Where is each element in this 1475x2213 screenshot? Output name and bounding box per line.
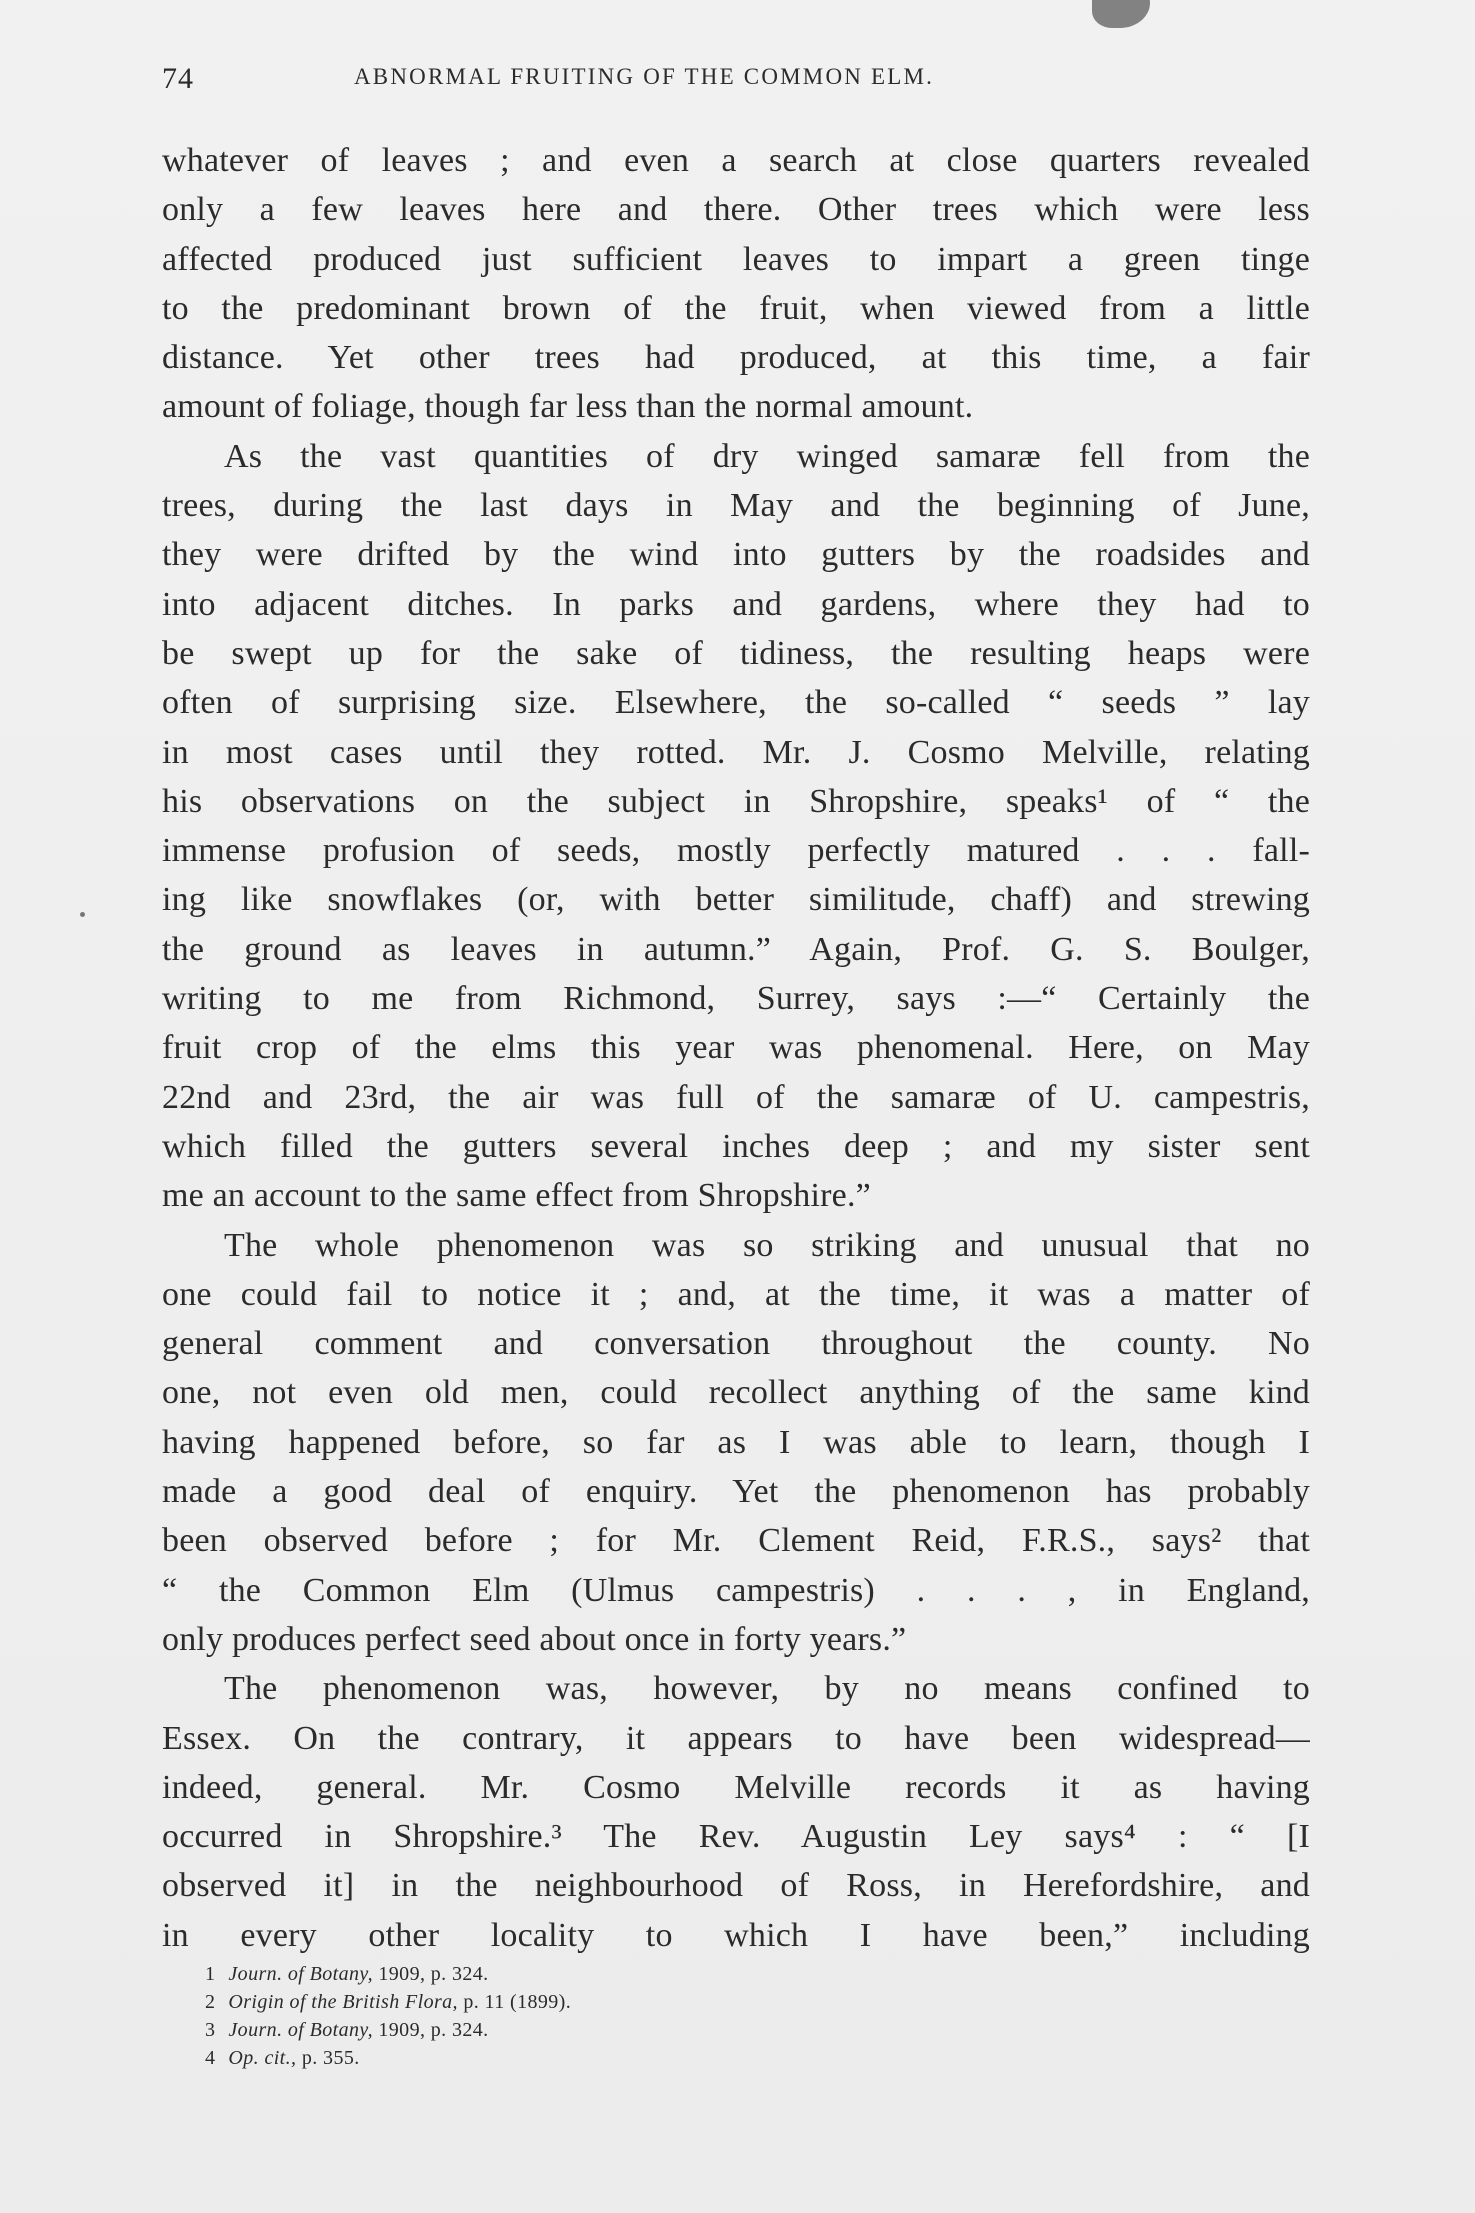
text-line: made a good deal of enquiry. Yet the phenomenon has probably xyxy=(162,1473,1310,1511)
footnote-number: 4 xyxy=(205,2047,216,2069)
footnote xyxy=(205,2016,1105,2044)
text-line: be swept up for the sake of tidiness, the resulting heaps were xyxy=(162,634,1310,672)
body-text xyxy=(162,136,1310,1960)
text-line: observed it] in the neighbourhood of Ross, in Herefordshire, and xyxy=(162,1867,1310,1905)
footnote xyxy=(205,2044,1105,2072)
text-line: 22nd and 23rd, the air was full of the samaræ of U. campestris, xyxy=(162,1078,1310,1116)
text-line: As the vast quantities of dry winged samaræ fell from the xyxy=(224,437,1310,475)
text-line: The phenomenon was, however, by no means confined to xyxy=(224,1670,1310,1708)
text-line: only produces perfect seed about once in forty years.” xyxy=(162,1620,907,1658)
text-line: trees, during the last days in May and the beginning of June, xyxy=(162,487,1310,525)
text-line: fruit crop of the elms this year was phenomenal. Here, on May xyxy=(162,1029,1310,1067)
text-line: distance. Yet other trees had produced, at this time, a fair xyxy=(162,339,1310,377)
text-line: they were drifted by the wind into gutters by the roadsides and xyxy=(162,536,1310,574)
text-line: been observed before ; for Mr. Clement Reid, F.R.S., says² that xyxy=(162,1522,1310,1560)
page-number: 74 xyxy=(162,62,194,95)
text-line: writing to me from Richmond, Surrey, says :—“ Certainly the xyxy=(162,980,1310,1018)
footnote-source: Journ. of Botany, xyxy=(228,1963,373,1985)
text-line: ing like snowflakes (or, with better similitude, chaff) and strewing xyxy=(162,881,1310,919)
footnote-number: 3 xyxy=(205,2019,216,2041)
text-line: into adjacent ditches. In parks and gardens, where they had to xyxy=(162,585,1310,623)
footnote-source: Op. cit., xyxy=(228,2047,297,2069)
paper-speck xyxy=(80,912,85,917)
text-line: the ground as leaves in autumn.” Again, Prof. G. S. Boulger, xyxy=(162,930,1310,968)
text-line: Essex. On the contrary, it appears to have been widespread— xyxy=(162,1719,1310,1757)
text-line: which filled the gutters several inches deep ; and my sister sent xyxy=(162,1127,1310,1165)
text-line: me an account to the same effect from Shropshire.” xyxy=(162,1177,871,1215)
text-line: amount of foliage, though far less than the normal amount. xyxy=(162,388,974,426)
page-header xyxy=(162,58,1312,108)
text-line: in every other locality to which I have been,” including xyxy=(162,1916,1310,1954)
footnote-citation: 1909, p. 324. xyxy=(372,1963,489,1985)
text-line: only a few leaves here and there. Other trees which were less xyxy=(162,191,1310,229)
text-line: his observations on the subject in Shropshire, speaks¹ of “ the xyxy=(162,782,1310,820)
text-line: indeed, general. Mr. Cosmo Melville records it as having xyxy=(162,1768,1310,1806)
footnote-number: 1 xyxy=(205,1963,216,1985)
text-line: to the predominant brown of the fruit, when viewed from a little xyxy=(162,289,1310,327)
footnote xyxy=(205,1960,1105,1988)
text-line: affected produced just sufficient leaves to impart a green tinge xyxy=(162,240,1310,278)
text-line: one, not even old men, could recollect anything of the same kind xyxy=(162,1374,1310,1412)
footnote-source: Origin of the British Flora, xyxy=(228,1991,458,2013)
text-line: one could fail to notice it ; and, at the time, it was a matter of xyxy=(162,1275,1310,1313)
text-line: “ the Common Elm (Ulmus campestris) . . . , in England, xyxy=(162,1571,1310,1609)
text-line: often of surprising size. Elsewhere, the so-called “ seeds ” lay xyxy=(162,684,1310,722)
footnote xyxy=(205,1988,1105,2016)
running-title: ABNORMAL FRUITING OF THE COMMON ELM. xyxy=(354,64,935,89)
footnote-citation: 1909, p. 324. xyxy=(372,2019,489,2041)
footnote-number: 2 xyxy=(205,1991,216,2013)
text-line: whatever of leaves ; and even a search at close quarters revealed xyxy=(162,142,1310,179)
text-line: immense profusion of seeds, mostly perfectly matured . . . fall- xyxy=(162,832,1310,870)
footnotes xyxy=(205,1960,1105,2072)
text-line: general comment and conversation throughout the county. No xyxy=(162,1325,1310,1363)
text-line: in most cases until they rotted. Mr. J. Cosmo Melville, relating xyxy=(162,733,1310,771)
footnote-source: Journ. of Botany, xyxy=(228,2019,373,2041)
text-line: occurred in Shropshire.³ The Rev. Augustin Ley says⁴ : “ [I xyxy=(162,1818,1310,1856)
text-line: The whole phenomenon was so striking and unusual that no xyxy=(224,1226,1310,1264)
text-line: having happened before, so far as I was able to learn, though I xyxy=(162,1423,1310,1461)
footnote-citation: p. 355. xyxy=(296,2047,360,2069)
footnote-citation: p. 11 (1899). xyxy=(457,1991,572,2013)
ink-blot xyxy=(1092,0,1150,28)
